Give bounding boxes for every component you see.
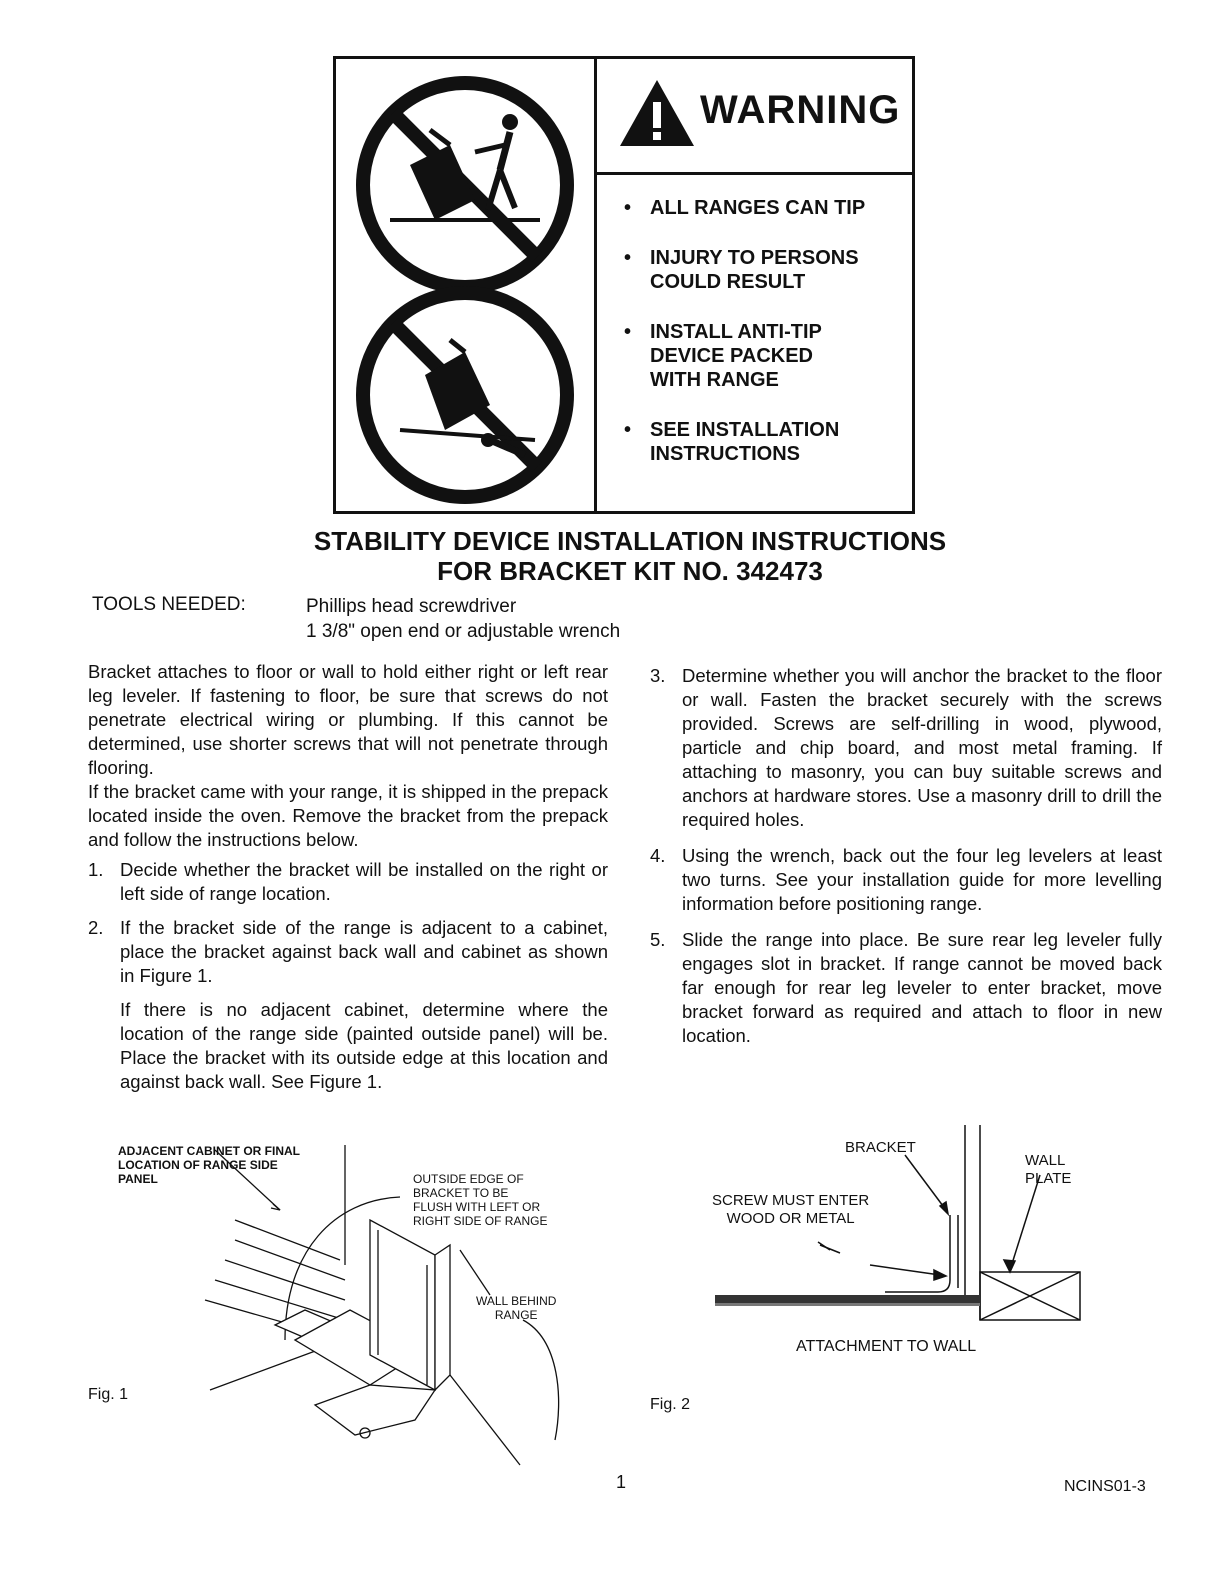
step-text: Using the wrench, back out the four leg levelers at least two turns. See your installation guide for more levelling information before positioning range. bbox=[682, 845, 1162, 914]
no-tipping-icon-1 bbox=[363, 83, 567, 287]
warning-triangle-icon bbox=[618, 76, 696, 148]
tool-item: Phillips head screwdriver bbox=[306, 596, 517, 617]
warning-bullet: • ALL RANGES CAN TIP bbox=[622, 196, 907, 220]
step-text: Determine whether you will anchor the bracket to the floor or wall. Fasten the bracket securely with the screws provided. Screws are self-drilling in wood, plywood, particle and chip board, and most metal framing. If attaching to masonry, you can buy suitable screws and anchors at hardware stores. Use a masonry drill to drill the required holes. bbox=[682, 665, 1162, 830]
right-column bbox=[650, 664, 1162, 1048]
fig2-wall-plate-label: WALL PLATE bbox=[1025, 1152, 1072, 1187]
warning-bullet: • INJURY TO PERSONS COULD RESULT bbox=[622, 246, 907, 294]
warning-bullet: • INSTALL ANTI-TIP DEVICE PACKED WITH RANGE bbox=[622, 320, 907, 392]
fig2-screw-label: SCREW MUST ENTER WOOD OR METAL bbox=[712, 1192, 870, 1227]
step-text: Decide whether the bracket will be installed on the right or left side of range location. bbox=[120, 859, 608, 904]
fig2-label: Fig. 2 bbox=[650, 1396, 691, 1413]
step-2 bbox=[88, 916, 608, 988]
step-2-subparagraph: If there is no adjacent cabinet, determine where the location of the range side (painted outside panel) will be. Place the bracket with its outside edge at this location and against back wall. See Figure 1. bbox=[120, 999, 608, 1092]
left-column bbox=[88, 660, 608, 1094]
no-tipping-icon-2 bbox=[363, 293, 567, 497]
step-number: 3. bbox=[650, 665, 666, 686]
page-title bbox=[200, 526, 1060, 586]
warning-bullets bbox=[622, 196, 907, 500]
title-line-2: FOR BRACKET KIT NO. 342473 bbox=[437, 556, 823, 586]
step-number: 2. bbox=[88, 917, 104, 938]
page-number: 1 bbox=[616, 1472, 627, 1492]
step-1 bbox=[88, 858, 608, 906]
step-text: If the bracket side of the range is adjacent to a cabinet, place the bracket against back wall and cabinet as shown in Figure 1. bbox=[120, 917, 608, 986]
tools-label: TOOLS NEEDED: bbox=[92, 594, 246, 615]
document-code: NCINS01-3 bbox=[1064, 1478, 1146, 1495]
fig1-label: Fig. 1 bbox=[88, 1386, 129, 1403]
warning-bullet: • SEE INSTALLATION INSTRUCTIONS bbox=[622, 418, 907, 466]
step-number: 5. bbox=[650, 929, 666, 950]
warning-divider bbox=[594, 56, 597, 514]
tools-list bbox=[306, 594, 620, 644]
warning-title-divider bbox=[597, 172, 915, 175]
fig1-callout-edge: OUTSIDE EDGE OF BRACKET TO BE FLUSH WITH LEFT OR RIGHT SIDE OF RANGE bbox=[413, 1172, 548, 1228]
title-line-1: STABILITY DEVICE INSTALLATION INSTRUCTIONS bbox=[313, 526, 947, 556]
fig2-bracket-label: BRACKET bbox=[845, 1139, 916, 1156]
fig1-callout-cabinet: ADJACENT CABINET OR FINAL LOCATION OF RANGE SIDE PANEL bbox=[118, 1144, 300, 1186]
step-4 bbox=[650, 844, 1162, 916]
intro-paragraph-1: Bracket attaches to floor or wall to hold either right or left rear leg leveler. If fastening to floor, be sure that screws do not penetrate electrical wiring or plumbing. If this cannot be determined, use shorter screws that will not penetrate through flooring. bbox=[88, 661, 608, 778]
fig1-bracket-diagram bbox=[195, 1140, 595, 1470]
step-number: 4. bbox=[650, 845, 666, 866]
fig2-caption: ATTACHMENT TO WALL bbox=[796, 1338, 977, 1355]
step-number: 1. bbox=[88, 859, 104, 880]
fig2-wall-attachment-diagram bbox=[710, 1120, 1090, 1330]
step-text: Slide the range into place. Be sure rear leg leveler fully engages slot in bracket. If range cannot be moved back far enough for rear leg leveler to enter bracket, move bracket forward as required and attach to floor in new location. bbox=[682, 929, 1162, 1046]
fig1-callout-wall: WALL BEHIND RANGE bbox=[476, 1294, 557, 1322]
step-3 bbox=[650, 664, 1162, 832]
intro-paragraph-2: If the bracket came with your range, it is shipped in the prepack located inside the oven. Remove the bracket from the prepack and follow the instructions below. bbox=[88, 781, 608, 850]
warning-title: WARNING bbox=[700, 88, 901, 132]
tip-over-pictograms bbox=[350, 70, 590, 510]
step-5 bbox=[650, 928, 1162, 1048]
tool-item: 1 3/8" open end or adjustable wrench bbox=[306, 621, 621, 642]
